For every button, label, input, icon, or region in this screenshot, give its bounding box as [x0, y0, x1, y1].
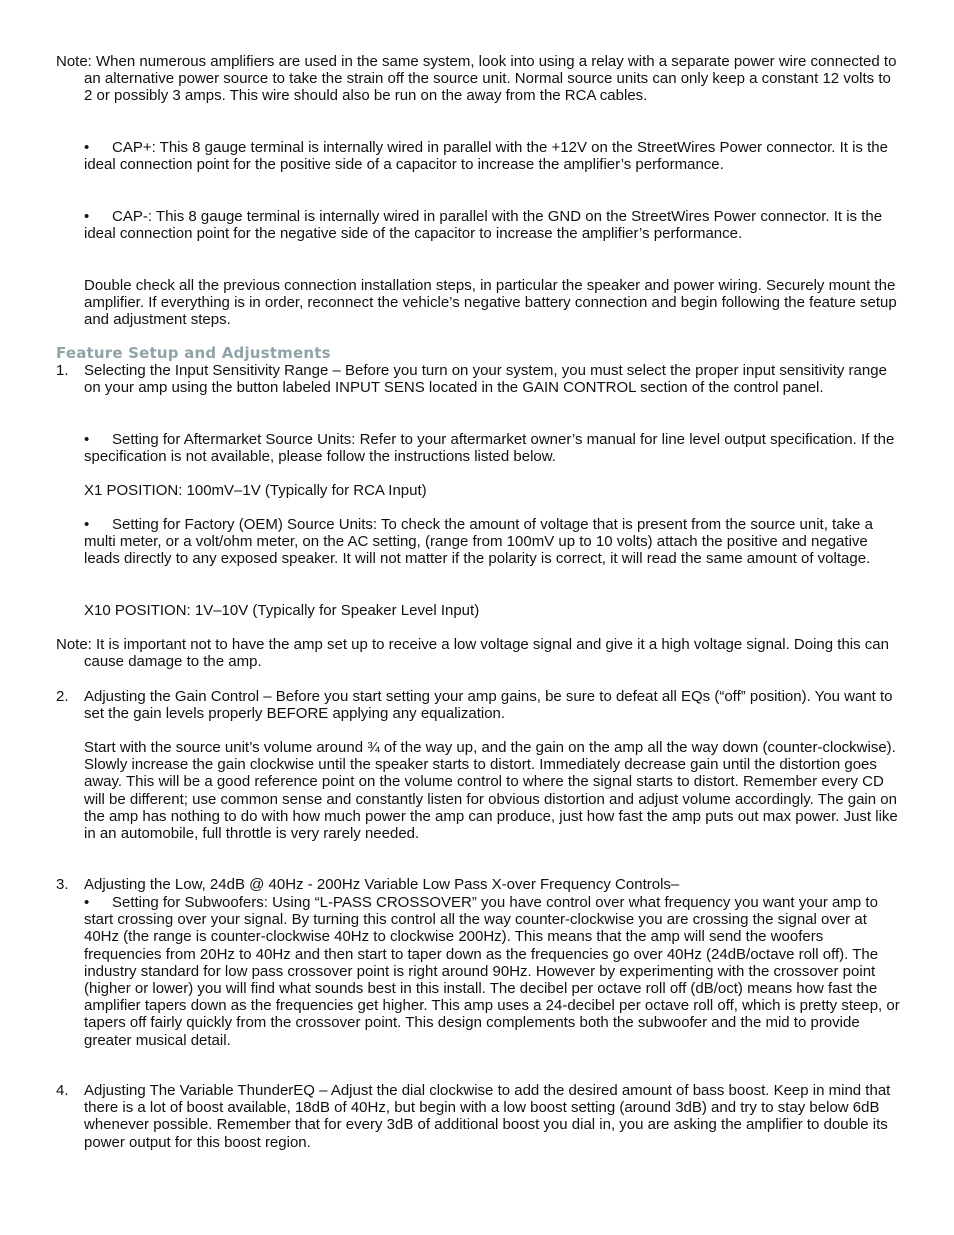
item-4-text: Adjusting The Variable ThunderEQ – Adjust the dial clockwise to add the desired amount of bass boost. Keep in mind that there is a lot of boost available, 18dB of 40Hz, but begin with a low boost setting (around 3dB) and try to stay below 6dB whenever possible. Remember that for every 3dB of additional boost you dial in, you are asking the amplifier to double its power output for this boost region. — [84, 1082, 891, 1151]
bullet-marker: • — [84, 139, 90, 156]
bullet-aftermarket — [84, 431, 900, 465]
note-relay: Note: When numerous amplifiers are used in the same system, look into using a relay with a separate power wire connected to an alternative power source to take the strain off the source unit. Normal source units can only keep a constant 12 volts to 2 or possibly 3 amps. This wire should also be run on the away from the RCA cables. — [56, 53, 897, 105]
item-3 — [56, 876, 900, 893]
section-heading: Feature Setup and Adjustments — [56, 344, 331, 362]
item-number: 1. — [56, 362, 69, 379]
item-2-text: Adjusting the Gain Control – Before you start setting your amp gains, be sure to defeat all EQs (“off” position). You want to set the gain levels properly BEFORE applying any equalization. — [84, 688, 893, 723]
item-1-text: Selecting the Input Sensitivity Range – Before you turn on your system, you must select the proper input sensitivity range on your amp using the button labeled INPUT SENS located in the GAIN CONTROL section of the control panel. — [84, 362, 887, 397]
item-2 — [56, 688, 900, 722]
item-number: 3. — [56, 876, 69, 893]
note-voltage: Note: It is important not to have the amp set up to receive a low voltage signal and give it a high voltage signal. Doing this can cause damage to the amp. — [56, 636, 889, 671]
item-number: 2. — [56, 688, 69, 705]
bullet-factory — [84, 516, 900, 568]
cap-minus-text: CAP-: This 8 gauge terminal is internally wired in parallel with the GND on the StreetWires Power connector. It is the ideal connection point for the negative side of the capacitor to increase the amplifier’s performance. — [84, 208, 883, 243]
bullet-marker: • — [84, 894, 90, 911]
item-1 — [56, 362, 900, 396]
item-3-text: Adjusting the Low, 24dB @ 40Hz - 200Hz Variable Low Pass X-over Frequency Controls– — [84, 876, 680, 893]
subwoofers-text: Setting for Subwoofers: Using “L-PASS CROSSOVER” you have control over what frequency you want your amp to start crossing over your signal. By turning this control all the way counter-clockwise you are crossing the signal over at 40Hz (the range is counter-clockwise 40Hz to clockwise 200Hz). This means that the amp will send the woofers frequencies from 20Hz to 40Hz and then start to taper down as the frequencies go over 40Hz (24dB/octave roll off). The industry standard for low pass crossover point is right around 90Hz. However by experimenting with the crossover point (higher or lower) you will find what sounds best in this install. The decibel per octave roll off (dB/oct) means how fast the amplifier tapers down as the frequencies get higher. This amp uses a 24-decibel per octave roll off, which is pretty steep, or tapers off fairly quickly from the crossover point. This design complements both the subwoofer and the mid to provide greater musical detail. — [84, 894, 900, 1049]
bullet-marker: • — [84, 431, 90, 448]
bullet-marker: • — [84, 208, 90, 225]
gain-detail-paragraph: Start with the source unit’s volume around ¾ of the way up, and the gain on the amp all the way down (counter-clockwise). Slowly increase the gain clockwise until the speaker starts to distort. Immediately decrease gain until the distortion goes away. This will be a good reference point on the volume control to where the signal starts to distort. Remember every CD will be different; use common sense and constantly listen for obvious distortion and adjust volume accordingly. The gain on the amp has nothing to do with how much power the amp can produce, just how fast the amp puts out max power. Just like in an automobile, full throttle is very rarely needed. — [84, 739, 898, 843]
cap-plus-text: CAP+: This 8 gauge terminal is internally wired in parallel with the +12V on the StreetWires Power connector. It is the ideal connection point for the positive side of a capacitor to increase the amplifier’s performance. — [84, 139, 888, 174]
bullet-cap-minus — [84, 208, 900, 242]
x10-position: X10 POSITION: 1V–10V (Typically for Speaker Level Input) — [84, 602, 480, 619]
item-number: 4. — [56, 1082, 69, 1099]
bullet-marker: • — [84, 516, 90, 533]
bullet-subwoofers — [84, 894, 900, 1049]
bullet-cap-plus — [84, 139, 900, 173]
aftermarket-text: Setting for Aftermarket Source Units: Refer to your aftermarket owner’s manual for line level output specification. If the specification is not available, please follow the instructions listed below. — [84, 431, 895, 466]
x1-position: X1 POSITION: 100mV–1V (Typically for RCA Input) — [84, 482, 427, 499]
factory-text: Setting for Factory (OEM) Source Units: To check the amount of voltage that is present from the source unit, take a multi meter, or a volt/ohm meter, on the AC setting, (range from 100mV up to 10 volts) attach the positive and negative leads directly to any exposed speaker. It will not matter if the polarity is correct, it will read the same amount of voltage. — [84, 516, 873, 568]
double-check-paragraph: Double check all the previous connection installation steps, in particular the speaker and power wiring. Securely mount the amplifier. If everything is in order, reconnect the vehicle’s negative battery connection and begin following the feature setup and adjustment steps. — [84, 277, 897, 329]
item-4 — [56, 1082, 900, 1151]
